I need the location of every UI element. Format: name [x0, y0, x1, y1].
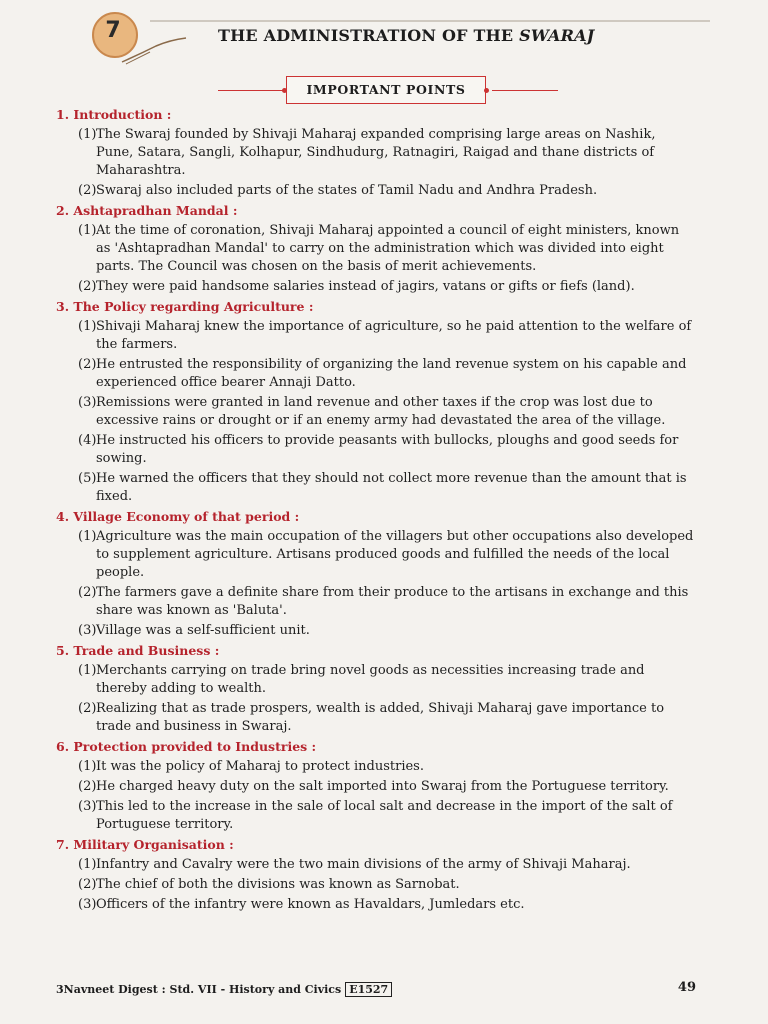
page-number: 49 [677, 980, 696, 995]
item-text: He warned the officers that they should not collect more revenue than the amount that is fixed. [96, 471, 687, 504]
item-number: (2) [78, 701, 97, 716]
chapter-title-italic: SWARAJ [519, 26, 595, 45]
list-item [56, 182, 696, 200]
list-item [56, 622, 696, 640]
list-item [56, 394, 696, 430]
important-points-banner [218, 76, 558, 106]
item-number: (1) [78, 319, 97, 334]
section-heading: 3. The Policy regarding Agriculture : [56, 299, 314, 314]
list-item [56, 126, 696, 180]
item-text: Officers of the infantry were known as Havaldars, Jumledars etc. [96, 897, 525, 912]
item-number: (1) [78, 857, 97, 872]
item-text: He instructed his officers to provide peasants with bullocks, ploughs and good seeds for sowing. [96, 433, 679, 466]
section-heading: 6. Protection provided to Industries : [56, 739, 317, 754]
chapter-number: 7 [105, 18, 121, 43]
item-text: He entrusted the responsibility of organizing the land revenue system on his capable and experienced office bearer Annaji Datto. [96, 357, 687, 390]
list-item [56, 222, 696, 276]
list-item [56, 856, 696, 874]
banner-dot-right [484, 88, 489, 93]
item-number: (3) [78, 897, 97, 912]
content [56, 106, 696, 916]
footer-code: E1527 [345, 982, 392, 997]
item-number: (1) [78, 663, 97, 678]
list-item [56, 278, 696, 296]
item-text: Agriculture was the main occupation of the villagers but other occupations also developed to supplement agriculture. Artisans produced goods and fulfilled the needs of the local people. [96, 529, 694, 580]
section-heading: 5. Trade and Business : [56, 643, 220, 658]
item-number: (2) [78, 279, 97, 294]
item-number: (2) [78, 183, 97, 198]
item-text: They were paid handsome salaries instead of jagirs, vatans or gifts or fiefs (land). [96, 279, 635, 294]
item-text: At the time of coronation, Shivaji Maharaj appointed a council of eight ministers, known as 'Ashtapradhan Mandal' to carry on the administration which was divided into eight parts. The Council was chosen on the basis of merit achievements. [96, 223, 680, 274]
section-heading: 2. Ashtapradhan Mandal : [56, 203, 238, 218]
list-item [56, 876, 696, 894]
section-2 [56, 202, 696, 296]
item-text: Shivaji Maharaj knew the importance of agriculture, so he paid attention to the welfare of the farmers. [96, 319, 692, 352]
item-number: (3) [78, 799, 97, 814]
item-text: Infantry and Cavalry were the two main divisions of the army of Shivaji Maharaj. [96, 857, 631, 872]
list-item [56, 470, 696, 506]
item-number: (2) [78, 779, 97, 794]
item-number: (1) [78, 223, 97, 238]
item-text: Village was a self-sufficient unit. [96, 623, 310, 638]
list-item [56, 700, 696, 736]
item-text: Remissions were granted in land revenue and other taxes if the crop was lost due to excessive rains or drought or if an enemy army had devastated the area of the village. [96, 395, 666, 428]
list-item [56, 662, 696, 698]
section-6 [56, 738, 696, 834]
list-item [56, 584, 696, 620]
chapter-title-text: THE ADMINISTRATION OF THE [218, 26, 520, 45]
item-text: The Swaraj founded by Shivaji Maharaj expanded comprising large areas on Nashik, Pune, Satara, Sangli, Kolhapur, Sindhudurg, Ratnagiri, Raigad and thane districts of Maharashtra. [96, 127, 656, 178]
item-text: He charged heavy duty on the salt imported into Swaraj from the Portuguese territory. [96, 779, 669, 794]
footer-publisher [56, 982, 392, 997]
important-points-label: IMPORTANT POINTS [286, 76, 486, 104]
item-number: (1) [78, 127, 97, 142]
list-item [56, 528, 696, 582]
header-rule [150, 20, 710, 22]
section-heading: 7. Military Organisation : [56, 837, 234, 852]
item-number: (1) [78, 529, 97, 544]
section-5 [56, 642, 696, 736]
item-text: Merchants carrying on trade bring novel goods as necessities increasing trade and thereby adding to wealth. [96, 663, 645, 696]
banner-dot-left [282, 88, 287, 93]
item-text: Swaraj also included parts of the states of Tamil Nadu and Andhra Pradesh. [96, 183, 598, 198]
section-heading: 1. Introduction : [56, 107, 172, 122]
banner-rule-right [492, 90, 558, 91]
list-item [56, 778, 696, 796]
list-item [56, 318, 696, 354]
item-text: This led to the increase in the sale of local salt and decrease in the import of the salt of Portuguese territory. [96, 799, 673, 832]
list-item [56, 798, 696, 834]
item-text: Realizing that as trade prospers, wealth is added, Shivaji Maharaj gave importance to trade and business in Swaraj. [96, 701, 665, 734]
item-number: (3) [78, 623, 97, 638]
section-7 [56, 836, 696, 914]
item-number: (1) [78, 759, 97, 774]
item-text: It was the policy of Maharaj to protect industries. [96, 759, 424, 774]
item-text: The farmers gave a definite share from their produce to the artisans in exchange and this share was known as 'Baluta'. [96, 585, 689, 618]
section-3 [56, 298, 696, 506]
list-item [56, 896, 696, 914]
item-number: (3) [78, 395, 97, 410]
banner-rule-left [218, 90, 284, 91]
item-number: (4) [78, 433, 97, 448]
section-4 [56, 508, 696, 640]
item-number: (2) [78, 357, 97, 372]
section-heading: 4. Village Economy of that period : [56, 509, 300, 524]
list-item [56, 356, 696, 392]
publisher-text: 3Navneet Digest : Std. VII - History and Civics [56, 983, 342, 996]
list-item [56, 432, 696, 468]
section-1 [56, 106, 696, 200]
item-text: The chief of both the divisions was known as Sarnobat. [96, 877, 460, 892]
item-number: (2) [78, 877, 97, 892]
chapter-title [218, 26, 718, 45]
list-item [56, 758, 696, 776]
item-number: (5) [78, 471, 97, 486]
quill-decoration-icon [120, 36, 190, 66]
item-number: (2) [78, 585, 97, 600]
footer [56, 978, 696, 1000]
